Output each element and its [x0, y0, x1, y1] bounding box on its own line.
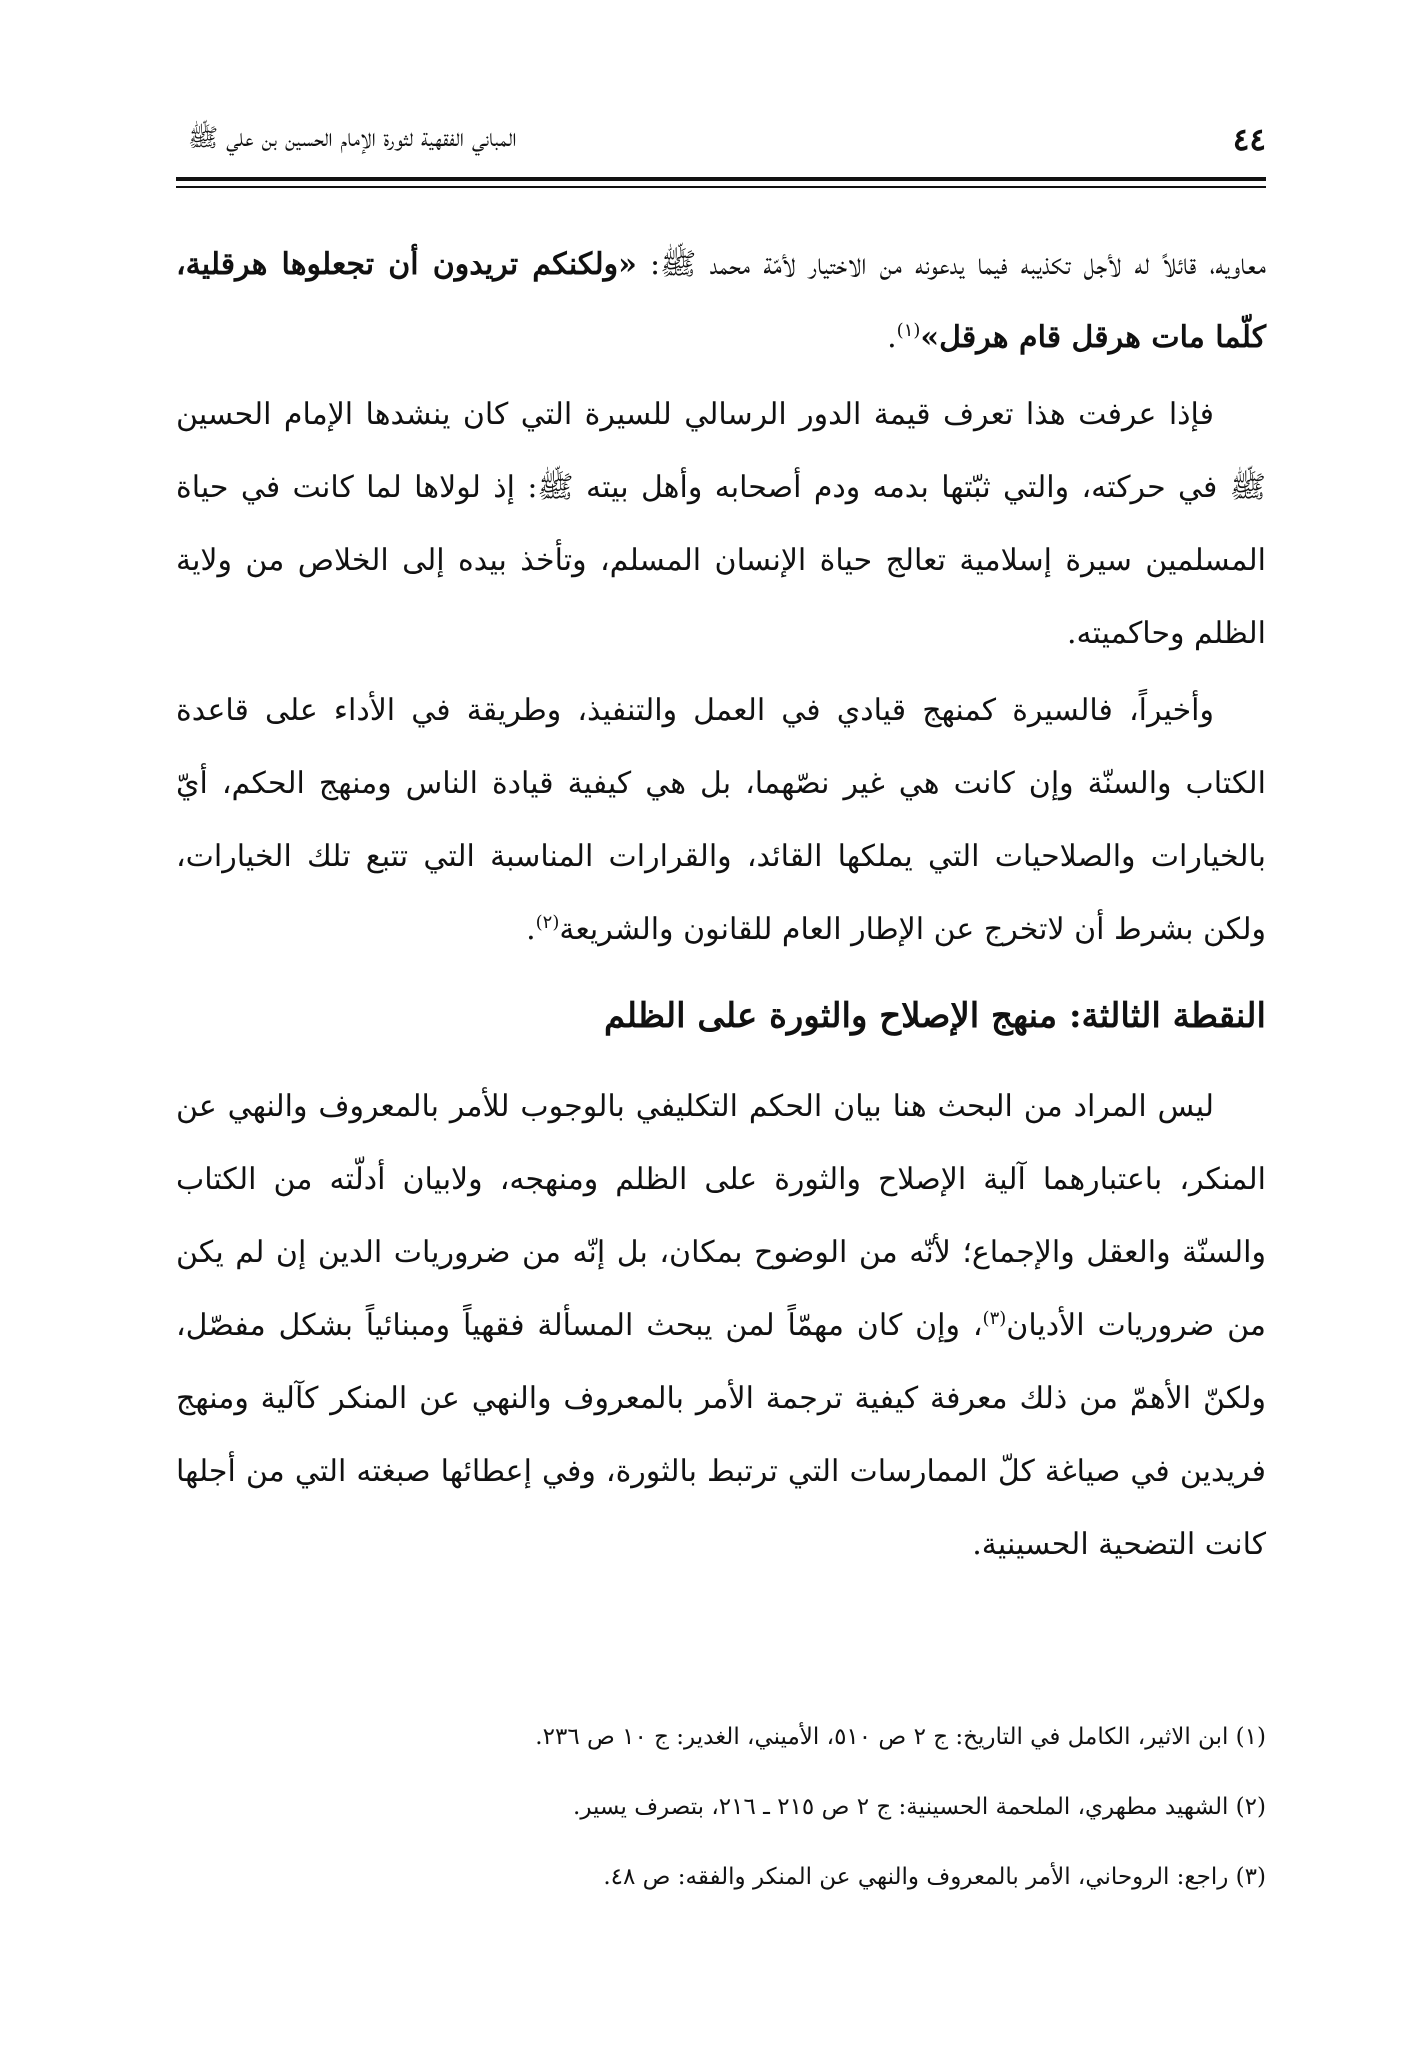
running-title: المباني الفقهية لثورة الإمام الحسين بن علي ﷺ [188, 122, 517, 152]
paragraph-3-end: . [526, 912, 536, 947]
footnote-ref-2[interactable]: (٢) [535, 912, 560, 933]
footnote-ref-1[interactable]: (١) [896, 320, 921, 341]
paragraph-2-text: فإذا عرفت هذا تعرف قيمة الدور الرسالي للسيرة التي كان ينشدها الإمام الحسين ﷺ في حركته، والتي ثبّتها بدمه ودم أصحابه وأهل بيته ﷺ: إذ لولاها لما كانت في حياة المسلمين سيرة إسلامية تعالج حياة الإنسان المسلم، وتأخذ بيده إلى الخلاص من ولاية الظلم وحاكميته. [176, 397, 1266, 651]
footnote-1: (١) ابن الاثير، الكامل في التاريخ: ج ٢ ص ٥١٠، الأميني، الغدير: ج ١٠ ص ٢٣٦. [535, 1724, 1266, 1750]
paragraph-1-end: . [887, 320, 897, 355]
page-header [176, 116, 1266, 164]
footnotes [330, 1702, 1266, 1912]
main-text [176, 228, 1266, 1581]
paragraph-4-text-a: ليس المراد من البحث هنا بيان الحكم التكليفي بالوجوب للأمر بالمعروف والنهي عن المنكر، باعتبارهما آلية الإصلاح والثورة على الظلم ومنهجه، ولابيان أدلّته من الكتاب والسنّة والعقل والإجماع؛ لأنّه من الوضوح بمكان، بل إنّه من ضروريات الدين إن لم يكن من ضروريات الأديان [176, 1089, 1266, 1343]
paragraph-3 [176, 674, 1266, 966]
paragraph-1 [176, 228, 1266, 374]
section-heading: النقطة الثالثة: منهج الإصلاح والثورة على الظلم [603, 996, 1266, 1036]
page-number: ٤٤ [1232, 122, 1266, 158]
paragraph-2 [176, 378, 1266, 670]
paragraph-3-text: وأخيراً، فالسيرة كمنهج قيادي في العمل والتنفيذ، وطريقة في الأداء على قاعدة الكتاب والسنّة وإن كانت هي غير نصّهما، بل هي كيفية قيادة الناس ومنهج الحكم، أيّ بالخيارات والصلاحيات التي يملكها القائد، والقرارات المناسبة التي تتبع تلك الخيارات، ولكن بشرط أن لاتخرج عن الإطار العام للقانون والشريعة [176, 693, 1266, 947]
paragraph-4-text-b: ، وإن كان مهمّاً لمن يبحث المسألة فقهياً ومبنائياً بشكل مفصّل، ولكنّ الأهمّ من ذلك معرفة كيفية ترجمة الأمر بالمعروف والنهي عن المنكر كآلية ومنهج فريدين في صياغة كلّ الممارسات التي ترتبط بالثورة، وفي إعطائها صبغته التي من أجلها كانت التضحية الحسينية. [176, 1308, 1266, 1562]
quote-heraclius: «ولكنكم تريدون أن تجعلوها هرقلية، كلّما مات هرقل قام هرقل» [176, 247, 1266, 355]
footnote-3: (٣) راجع: الروحاني، الأمر بالمعروف والنهي عن المنكر والفقه: ص ٤٨. [603, 1864, 1266, 1890]
footnote-2: (٢) الشهيد مطهري، الملحمة الحسينية: ج ٢ ص ٢١٥ ـ ٢١٦، بتصرف يسير. [573, 1794, 1266, 1820]
footnote-ref-3[interactable]: (٣) [982, 1308, 1007, 1329]
paragraph-1-text: معاويه، قائلاً له لأجل تكذيبه فيما يدعونه من الاختيار لأمّة محمد ﷺ: [636, 247, 1266, 282]
paragraph-4 [176, 1070, 1266, 1581]
header-rule-thin [176, 186, 1266, 188]
header-rule-thick [176, 177, 1266, 181]
